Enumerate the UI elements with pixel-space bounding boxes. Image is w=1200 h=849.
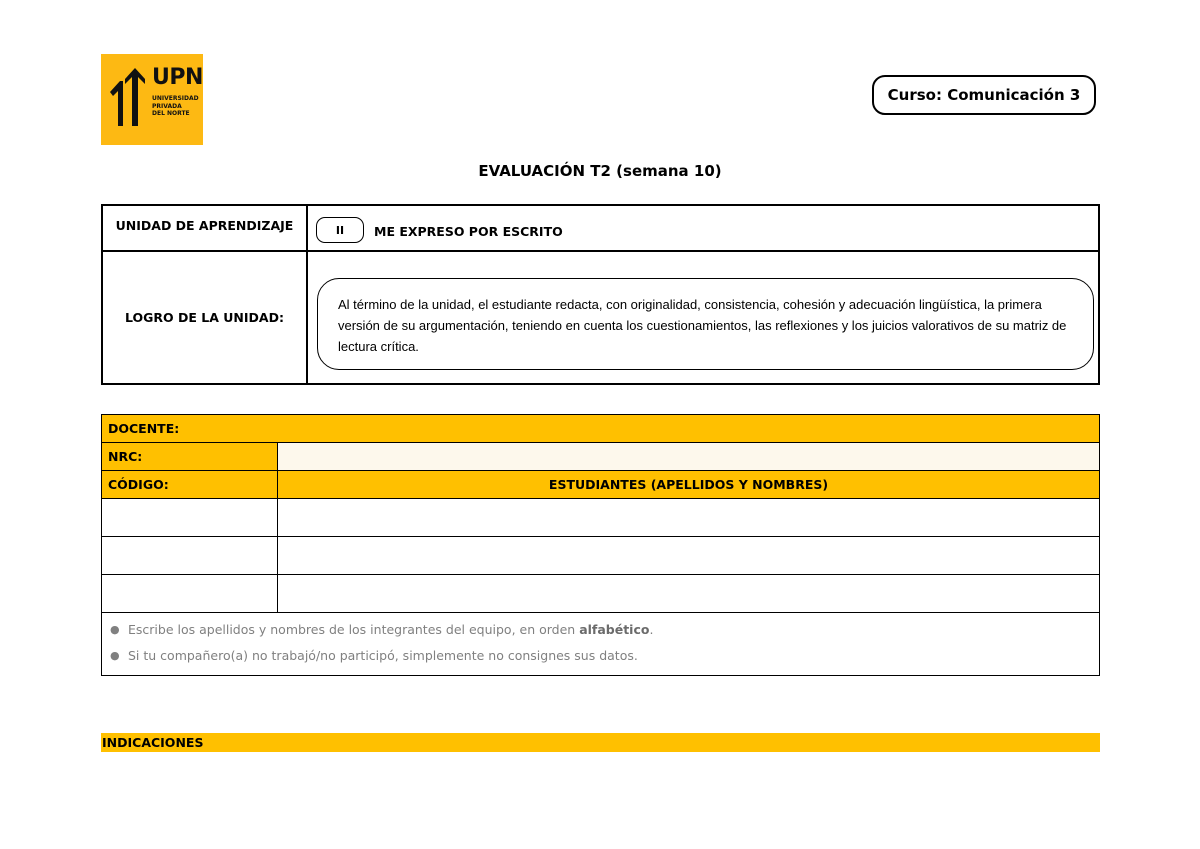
upn-logo (101, 54, 203, 145)
student-name-field[interactable] (278, 575, 1100, 613)
teacher-label: DOCENTE: (102, 415, 1100, 443)
team-table (101, 414, 1100, 676)
note-item: ● Si tu compañero(a) no trabajó/no participó, simplemente no consignes sus datos. (108, 643, 1093, 669)
code-header: CÓDIGO: (102, 471, 278, 499)
page-title: EVALUACIÓN T2 (semana 10) (478, 162, 722, 180)
unit-table (101, 204, 1100, 385)
nrc-field[interactable] (278, 443, 1100, 471)
course-badge: Curso: Comunicación 3 (872, 75, 1096, 115)
logo-subtitle: UNIVERSIDAD PRIVADA DEL NORTE (152, 95, 199, 117)
students-header: ESTUDIANTES (APELLIDOS Y NOMBRES) (278, 471, 1100, 499)
note-item: ● Escribe los apellidos y nombres de los integrantes del equipo, en orden alfabético. (108, 617, 1093, 643)
student-code-field[interactable] (102, 575, 278, 613)
unit-name: ME EXPRESO POR ESCRITO (374, 224, 563, 239)
student-code-field[interactable] (102, 499, 278, 537)
student-row (102, 575, 1100, 613)
student-row (102, 499, 1100, 537)
achievement-label: LOGRO DE LA UNIDAD: (102, 251, 307, 384)
student-row (102, 537, 1100, 575)
bullet-icon: ● (110, 649, 120, 662)
unit-label: UNIDAD DE APRENDIZAJE (102, 205, 307, 251)
achievement-text: Al término de la unidad, el estudiante redacta, con originalidad, consistencia, cohesión y adecuación lingüística, la primera versión de su argumentación, teniendo en cuenta los cuestionamientos, las reflexiones y los juicios valorativos de su matriz de lectura crítica. (317, 278, 1094, 370)
unit-cell (307, 205, 1099, 251)
student-code-field[interactable] (102, 537, 278, 575)
instructions-header: INDICACIONES (101, 733, 1100, 752)
logo-name: UPN (152, 65, 203, 90)
student-name-field[interactable] (278, 537, 1100, 575)
bullet-icon: ● (110, 623, 120, 636)
unit-number-badge: II (316, 217, 364, 243)
nrc-label: NRC: (102, 443, 278, 471)
notes-cell (102, 613, 1100, 676)
achievement-cell (307, 251, 1099, 384)
student-name-field[interactable] (278, 499, 1100, 537)
